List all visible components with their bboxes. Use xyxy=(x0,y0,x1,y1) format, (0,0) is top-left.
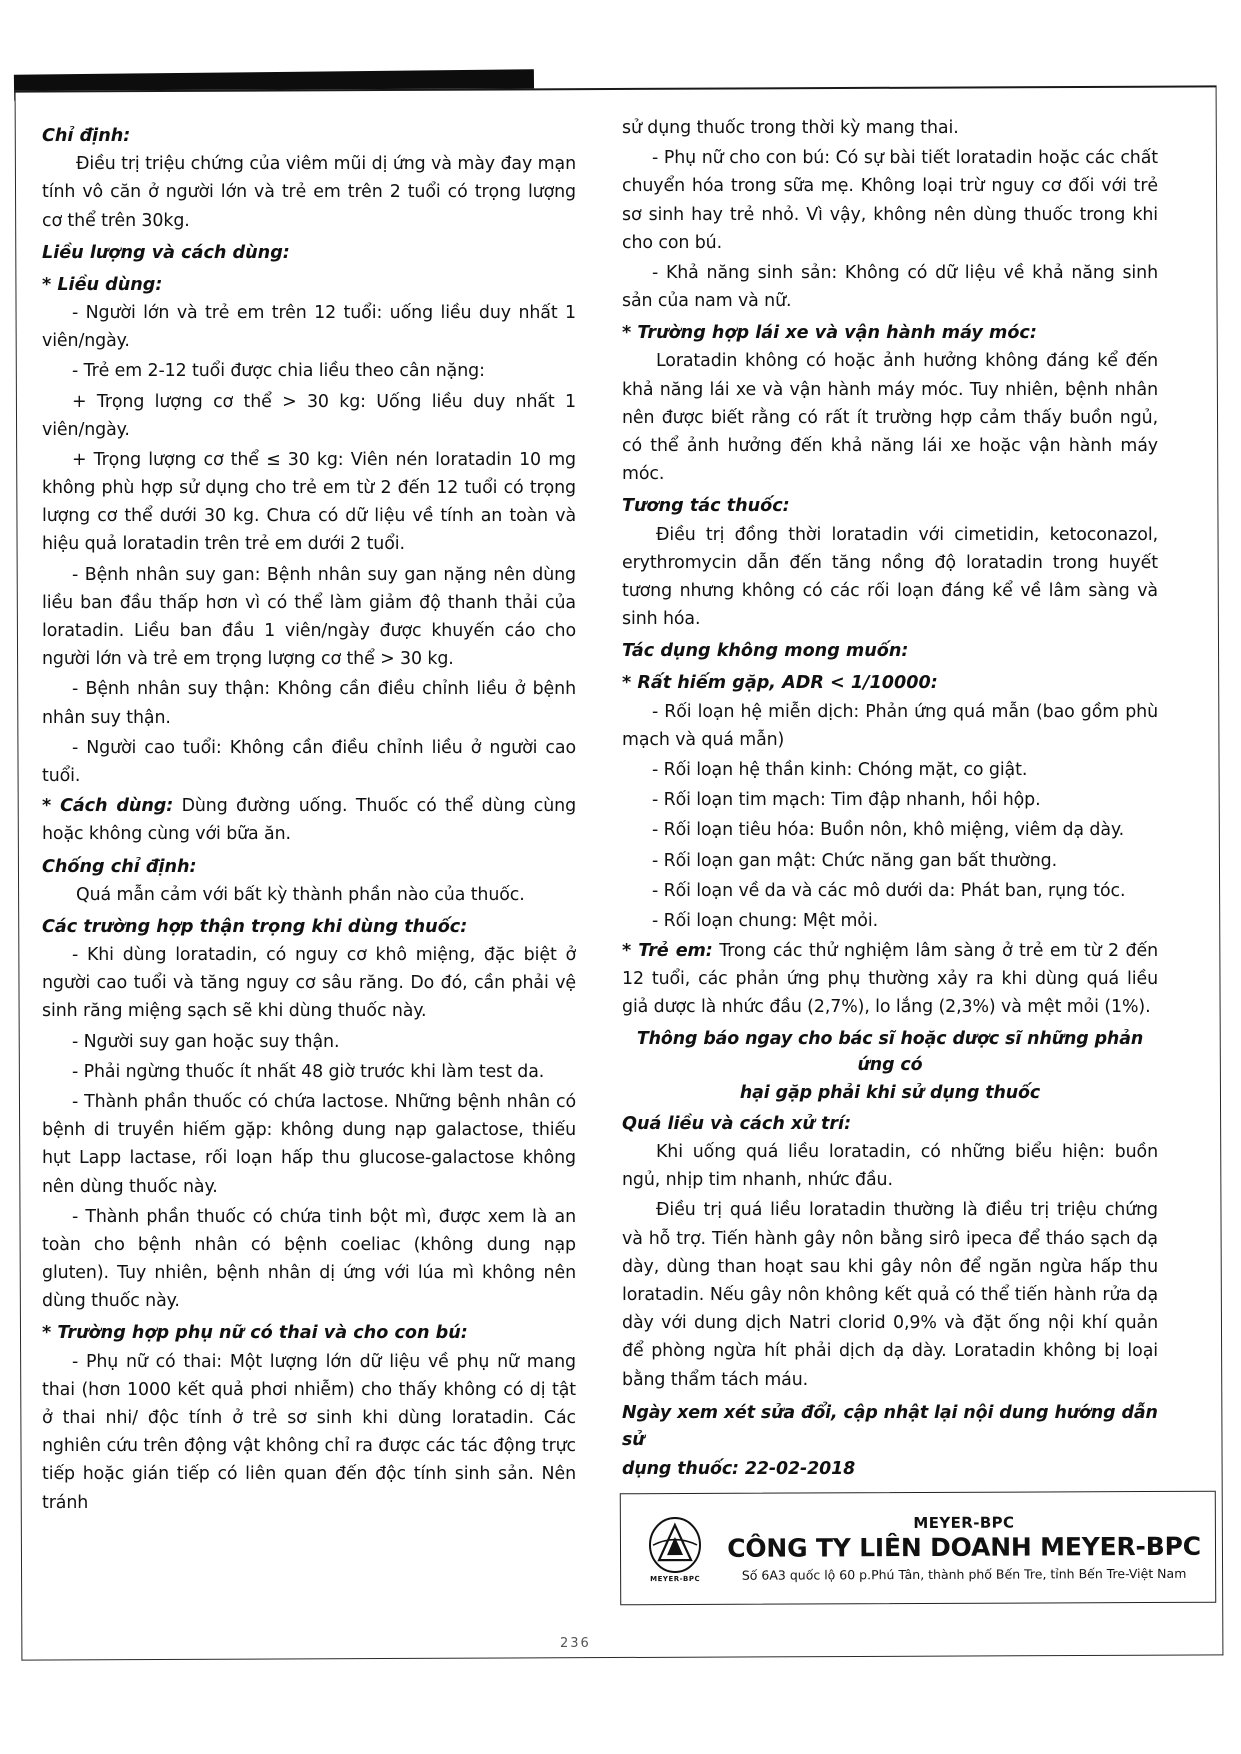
para-continuation: sử dụng thuốc trong thời kỳ mang thai. xyxy=(622,118,959,138)
para-kha-nang-sinh-san: - Khả năng sinh sản: Không có dữ liệu về khả năng sinh sản của nam và nữ. xyxy=(622,262,1158,312)
para-phu-nu-co-thai: - Phụ nữ có thai: Một lượng lớn dữ liệu về phụ nữ mang thai (hơn 1000 kết quả phơi nhiễm) cho thấy không có dị tật ở thai nhi/ độc tính ở trẻ sơ sinh khi dùng loratadin. Các nghiên cứu trên động vật không chỉ ra được các tác động trực tiếp hoặc gián tiếp có liên quan đến độc tính sinh sản. Nên tránh xyxy=(42,1351,576,1513)
para-tre-em xyxy=(622,937,1158,1022)
para-cho-con-bu: - Phụ nữ cho con bú: Có sự bài tiết loratadin hoặc các chất chuyển hóa trong sữa mẹ. Không loại trừ nguy cơ đối với trẻ sơ sinh hay trẻ nhỏ. Vì vậy, không nên dùng thuốc trong khi cho con bú. xyxy=(622,148,1158,253)
company-footer-box xyxy=(620,1491,1216,1606)
adr-item-7: - Rối loạn chung: Mệt mỏi. xyxy=(652,910,879,931)
notice-line-1: Thông báo ngay cho bác sĩ hoặc dược sĩ những phản ứng có xyxy=(636,1028,1144,1075)
para-lieu-dung-6: - Bệnh nhân suy thận: Không cần điều chỉnh liều ở bệnh nhân suy thận. xyxy=(42,679,576,728)
para-lieu-dung-4: + Trọng lượng cơ thể ≤ 30 kg: Viên nén loratadin 10 mg không phù hợp sử dụng cho trẻ em từ 2 đến 12 tuổi có trọng lượng cơ thể dưới 30 kg. Chưa có dữ liệu về tính an toàn và hiệu quả loratadin trên trẻ em dưới 2 tuổi. xyxy=(42,449,576,555)
adr-item-3: - Rối loạn tim mạch: Tim đập nhanh, hồi hộp. xyxy=(652,790,1041,811)
para-than-trong-4: - Thành phần thuốc có chứa lactose. Những bệnh nhân có bệnh di truyền hiếm gặp: không dung nạp galactose, thiếu hụt Lapp lactase, rối loạn hấp thu glucose-galactose không nên dùng thuốc này. xyxy=(42,1091,576,1197)
heading-chi-dinh: Chỉ định: xyxy=(42,126,131,146)
heading-rat-hiem-gap: * Rất hiếm gặp, ADR < 1/10000: xyxy=(622,673,938,694)
adr-item-1: - Rối loạn hệ miễn dịch: Phản ứng quá mẫn (bao gồm phù mạch và quá mẫn) xyxy=(622,701,1158,750)
para-than-trong-2: - Người suy gan hoặc suy thận. xyxy=(72,1031,340,1052)
right-column xyxy=(612,96,1172,1656)
adr-item-2: - Rối loạn hệ thần kinh: Chóng mặt, co giật. xyxy=(652,759,1028,780)
logo-caption: MEYER-BPC xyxy=(650,1574,701,1583)
adr-item-6: - Rối loạn về da và các mô dưới da: Phát ban, rụng tóc. xyxy=(652,880,1126,901)
para-lai-xe: Loratadin không có hoặc ảnh hưởng không đáng kể đến khả năng lái xe và vận hành máy móc. Tuy nhiên, bệnh nhân nên được biết rằng có rất ít trường hợp cảm thấy buồn ngủ, có thể ảnh hưởng đến khả năng lái xe hoặc vận hành máy móc. xyxy=(622,351,1158,485)
label-cach-dung: * Cách dùng: xyxy=(42,796,174,817)
para-qua-lieu-2: Điều trị quá liều loratadin thường là điều trị triệu chứng và hỗ trợ. Tiến hành gây nôn bằng sirô ipeca để tháo sạch dạ dày, dùng than hoạt sau khi gây nôn để ngăn ngừa hấp thu loratadin. Nếu gây nôn không kết quả có thể tiến hành rửa dạ dày với dung dịch Natri clorid 0,9% và đặt ống nội khí quản để phòng ngừa hít phải dịch dạ dày. Loratadin không bị loại bằng thẩm tách máu. xyxy=(622,1200,1158,1390)
heading-lai-xe: * Trường hợp lái xe và vận hành máy móc: xyxy=(622,323,1037,344)
heading-qua-lieu: Quá liều và cách xử trí: xyxy=(622,1113,852,1134)
heading-chong-chi-dinh: Chống chỉ định: xyxy=(42,856,197,877)
text-tre-em: Trong các thử nghiệm lâm sàng ở trẻ em từ 2 đến 12 tuổi, các phản ứng phụ thường xảy ra khi dùng quá liều giả dược là nhức đầu (2,7%), lo lắng (2,3%) và mệt mỏi (1%). xyxy=(622,941,1159,1018)
para-than-trong-5: - Thành phần thuốc có chứa tinh bột mì, được xem là an toàn cho bệnh nhân có bệnh coeliac (không dung nạp gluten). Tuy nhiên, bệnh nhân dị ứng với lúa mì không nên dùng thuốc này. xyxy=(42,1206,576,1312)
heading-lieu-dung: * Liều dùng: xyxy=(42,274,163,295)
adr-item-5: - Rối loạn gan mật: Chức năng gan bất thường. xyxy=(652,850,1058,871)
adr-item-4: - Rối loạn tiêu hóa: Buồn nôn, khô miệng, viêm dạ dày. xyxy=(652,820,1125,841)
footer-brand-small: MEYER-BPC xyxy=(913,1513,1015,1532)
footer-company-name: CÔNG TY LIÊN DOANH MEYER-BPC xyxy=(727,1532,1201,1564)
para-lieu-dung-7: - Người cao tuổi: Không cần điều chỉnh liều ở người cao tuổi. xyxy=(42,737,576,786)
leaflet-content xyxy=(26,96,1216,1656)
revision-line-2: dụng thuốc: 22-02-2018 xyxy=(622,1458,856,1479)
meyer-bpc-logo-icon xyxy=(629,1510,721,1588)
para-lieu-dung-2: - Trẻ em 2-12 tuổi được chia liều theo cân nặng: xyxy=(72,361,485,382)
label-tre-em: * Trẻ em: xyxy=(622,941,713,962)
footer-address: Số 6A3 quốc lộ 60 p.Phú Tân, thành phố Bến Tre, tỉnh Bến Tre-Việt Nam xyxy=(741,1565,1187,1583)
para-qua-lieu-1: Khi uống quá liều loratadin, có những biểu hiện: buồn ngủ, nhịp tim nhanh, nhức đầu. xyxy=(622,1142,1158,1191)
para-chong-chi-dinh: Quá mẫn cảm với bất kỳ thành phần nào của thuốc. xyxy=(76,884,525,905)
para-lieu-dung-1: - Người lớn và trẻ em trên 12 tuổi: uống liều duy nhất 1 viên/ngày. xyxy=(42,302,576,352)
para-tuong-tac-thuoc: Điều trị đồng thời loratadin với cimetidin, ketoconazol, erythromycin dẫn đến tăng nồng độ loratadin trong huyết tương nhưng không có các rối loạn đáng kể về lâm sàng và sinh hóa. xyxy=(622,524,1158,630)
heading-lieu-luong: Liều lượng và cách dùng: xyxy=(42,242,290,263)
page-number: 236 xyxy=(560,1636,591,1651)
revision-line-1: Ngày xem xét sửa đổi, cập nhật lại nội dung hướng dẫn sử xyxy=(622,1402,1158,1450)
para-cach-dung xyxy=(42,792,576,848)
heading-than-trong: Các trường hợp thận trọng khi dùng thuốc: xyxy=(42,916,468,937)
heading-tuong-tac-thuoc: Tương tác thuốc: xyxy=(622,496,790,517)
left-column xyxy=(26,96,586,1656)
para-lieu-dung-3: + Trọng lượng cơ thể > 30 kg: Uống liều duy nhất 1 viên/ngày. xyxy=(42,391,576,440)
para-lieu-dung-5: - Bệnh nhân suy gan: Bệnh nhân suy gan nặng nên dùng liều ban đầu thấp hơn vì có thể làm giảm độ thanh thải của loratadin. Liều ban đầu 1 viên/ngày được khuyến cáo cho người lớn và trẻ em trọng lượng cơ thể > 30 kg. xyxy=(42,564,576,670)
para-chi-dinh: Điều trị triệu chứng của viêm mũi dị ứng và mày đay mạn tính vô căn ở người lớn và trẻ em trên 2 tuổi có trọng lượng cơ thể trên 30kg. xyxy=(42,154,576,231)
text-cach-dung: Dùng đường uống. Thuốc có thể dùng cùng hoặc không cùng với bữa ăn. xyxy=(42,796,577,845)
heading-phu-nu-co-thai: * Trường hợp phụ nữ có thai và cho con bú: xyxy=(42,1323,468,1344)
para-than-trong-3: - Phải ngừng thuốc ít nhất 48 giờ trước khi làm test da. xyxy=(72,1061,545,1082)
notice-line-2: hại gặp phải khi sử dụng thuốc xyxy=(739,1082,1041,1103)
para-than-trong-1: - Khi dùng loratadin, có nguy cơ khô miệng, đặc biệt ở người cao tuổi và tăng nguy cơ sâu răng. Do đó, cần phải vệ sinh răng miệng sạch sẽ khi dùng thuốc này. xyxy=(42,945,576,1022)
heading-tac-dung-khong-mong-muon: Tác dụng không mong muốn: xyxy=(622,641,909,662)
